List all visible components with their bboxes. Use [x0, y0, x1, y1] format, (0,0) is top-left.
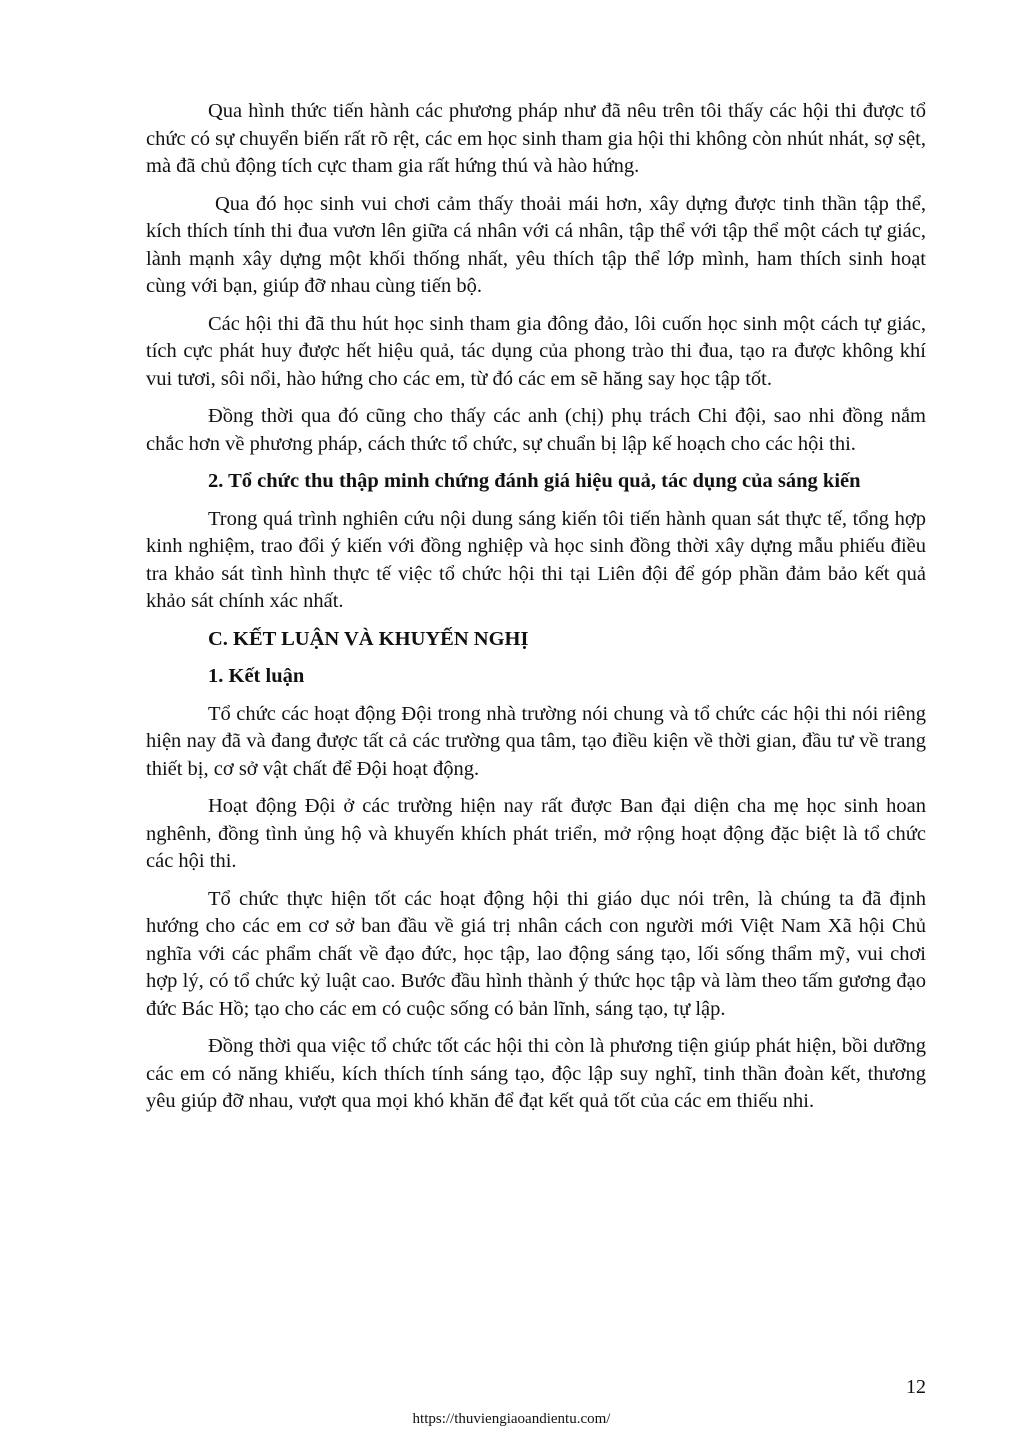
footer-url[interactable]: https://thuviengiaoandientu.com/: [412, 1411, 611, 1427]
document-body: [146, 98, 932, 1126]
paragraph: Các hội thi đã thu hút học sinh tham gia đông đảo, lôi cuốn học sinh một cách tự giác, tích cực phát huy được hết hiệu quả, tác dụng của phong trào thi đua, tạo ra được không khí vui tươi, sôi nổi, hào hứng cho các em, từ đó các em sẽ hăng say học tập tốt.: [146, 312, 926, 390]
section-heading-c: C. KẾT LUẬN VÀ KHUYẾN NGHỊ: [208, 627, 529, 650]
paragraph: Đồng thời qua đó cũng cho thấy các anh (chị) phụ trách Chi đội, sao nhi đồng nắm chắc hơn về phương pháp, cách thức tổ chức, sự chuẩn bị lập kế hoạch cho các hội thi.: [146, 405, 926, 455]
paragraph: Qua đó học sinh vui chơi cảm thấy thoải mái hơn, xây dựng được tinh thần tập thể, kích thích tính thi đua vươn lên giữa cá nhân với cá nhân, tập thể với tập thể một cách tự giác, lành mạnh xây dựng một khối thống nhất, yêu thích tập thể lớp mình, ham thích sinh hoạt cùng với bạn, giúp đỡ nhau cùng tiến bộ.: [146, 192, 932, 297]
page-number: 12: [906, 1376, 926, 1398]
paragraph: Tổ chức các hoạt động Đội trong nhà trường nói chung và tổ chức các hội thi nói riêng hiện nay đã và đang được tất cả các trường qua tâm, tạo điều kiện về thời gian, đầu tư về trang thiết bị, cơ sở vật chất để Đội hoạt động.: [146, 702, 926, 780]
section-heading-2: 2. Tổ chức thu thập minh chứng đánh giá hiệu quả, tác dụng của sáng kiến: [208, 470, 861, 492]
paragraph: Hoạt động Đội ở các trường hiện nay rất được Ban đại diện cha mẹ học sinh hoan nghênh, đồng tình ủng hộ và khuyến khích phát triển, mở rộng hoạt động đặc biệt là tổ chức các hội thi.: [146, 795, 926, 872]
subsection-heading-conclusion: 1. Kết luận: [208, 665, 305, 687]
paragraph: Trong quá trình nghiên cứu nội dung sáng kiến tôi tiến hành quan sát thực tế, tổng hợp kinh nghiệm, trao đổi ý kiến với đồng nghiệp và học sinh đồng thời xây dựng mẫu phiếu điều tra khảo sát tình hình thực tế việc tổ chức hội thi tại Liên đội để góp phần đảm bảo kết quả khảo sát chính xác nhất.: [146, 507, 926, 612]
paragraph: Đồng thời qua việc tổ chức tốt các hội thi còn là phương tiện giúp phát hiện, bồi dưỡng các em có năng khiếu, kích thích tính sáng tạo, độc lập suy nghĩ, tinh thần đoàn kết, thương yêu giúp đỡ nhau, vượt qua mọi khó khăn để đạt kết quả tốt của các em thiếu nhi.: [146, 1035, 926, 1112]
paragraph: Qua hình thức tiến hành các phương pháp như đã nêu trên tôi thấy các hội thi được tổ chức có sự chuyển biến rất rõ rệt, các em học sinh tham gia hội thi không còn nhút nhát, sợ sệt, mà đã chủ động tích cực tham gia rất hứng thú và hào hứng.: [146, 100, 926, 177]
paragraph: Tổ chức thực hiện tốt các hoạt động hội thi giáo dục nói trên, là chúng ta đã định hướng cho các em cơ sở ban đầu về giá trị nhân cách con người mới Việt Nam Xã hội Chủ nghĩa với các phẩm chất về đạo đức, học tập, lao động sáng tạo, lối sống thẩm mỹ, vui chơi hợp lý, có tổ chức kỷ luật cao. Bước đầu hình thành ý thức học tập và làm theo tấm gương đạo đức Bác Hồ; tạo cho các em có cuộc sống có bản lĩnh, sáng tạo, tự lập.: [146, 887, 926, 1020]
